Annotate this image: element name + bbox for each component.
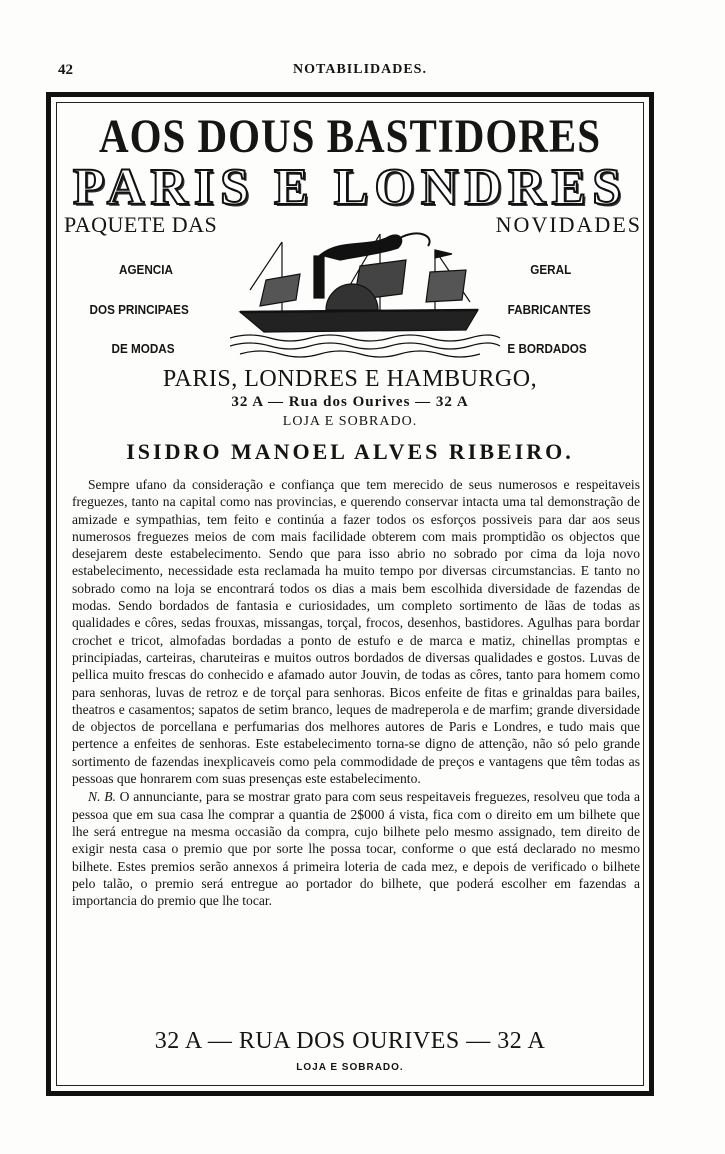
left-line-agencia: AGENCIA [118,262,173,277]
right-line-bordados: E BORDADOS [507,341,587,356]
left-line-modas: DE MODAS [111,341,175,356]
left-heading: PAQUETE DAS [64,212,218,237]
page-number: 42 [58,62,73,78]
right-line-geral: GERAL [530,262,572,277]
ad-cities: PARIS, LONDRES E HAMBURGO, [162,366,538,392]
ad-paragraph-1: Sempre ufano da consideração e confiança que tem merecido de seus numerosos e respeitaveis freguezes, tanto na capital como nas provincias, e querendo conservar intacta uma tal demonstração de amizade e sympathias, tem feito e continúa a fazer todos os esforços possiveis para dar aos seus numerosos freguezes meios de com mais facilidade obterem com mais promptidão os objectos que desejarem deste estabelecimento. Sendo que para isso abrio no sobrado por cima da loja novo estabelecimento, necessidade esta reclamada ha muito tempo por diversas circumstancias. E tanto no sobrado como na loja se encontrará todos os dias a mais bem escolhida diversidade de fazendas de modas. Sendo bordados de fantasia e curiosidades, um completo sortimento de lãas de todas as qualidades e côres, sedas frouxas, missangas, torçal, frocos, desenhos, bastidores. Agulhas para bordar crochet e tricot, almofadas bordadas a ponto de estufo e de marca e matiz, chinellas promptas e principiadas, carteiras, charuteiras e muitos outros bordados de diversas qualidades e gostos. Luvas de pellica muito frescas do conhecido e afamado autor Jouvin, de todas as côres, tanto para homem como para senhoras, luvas de retroz e de torçal para senhoras. Bicos enfeite de fitas e grinaldas para bailes, theatros e casamentos; sapatos de setim branco, leques de madreperola e de marfim; grande diversidade de objectos de porcellana e perfumarias dos melhores autores de Paris e Londres, e tudo mais que pertence a enfeites de senhoras. Este estabelecimento torna-se digno de attenção, não só pelo grande sortimento de fazendas inexplicaveis como pela commodidade de preços e vantagens que têm todas as pessoas que honrarem com suas presenças este estabelecimento. [72,477,640,787]
page-header [58,62,662,82]
running-head: NOTABILIDADES. [293,62,427,77]
nb-text: O annunciante, para se mostrar grato para com seus respeitaveis freguezes, resolveu que toda a pessoa que em sua casa lhe comprar a quantia de 2$000 á vista, fica com o direito em um bilhete que lhe será entregue na mesma occasião da compra, cujo bilhete pelo mesmo assignado, tem direito de exigir nesta casa o premio que por sorte lhe possa tocar, conforme o que está declarado no mesmo bilhete. Estes premios serão annexos á primeira loteria de cada mez, e depois de verificado o bilhete pelo talão, o premio será entregue ao portador do bilhete, que poderá escolher em fazendas a importancia do premio que lhe tocar. [72,789,640,909]
footer-shop: LOJA E SOBRADO. [296,1062,404,1073]
right-heading: NOVIDADES [495,212,642,237]
ad-title: AOS DOUS BASTIDORES [98,109,602,163]
ad-body [72,476,640,909]
ad-address: 32 A — Rua dos Ourives — 32 A [231,394,469,410]
footer-address: 32 A — RUA DOS OURIVES — 32 A [154,1028,546,1054]
right-line-fabricantes: FABRICANTES [507,302,591,317]
left-line-principaes: DOS PRINCIPAES [89,302,189,317]
steamship-illustration [230,220,500,360]
ad-owner: ISIDRO MANOEL ALVES RIBEIRO. [126,439,574,464]
ad-paragraph-2 [72,788,640,909]
nb-label: N. B. [88,789,116,805]
ad-outline-title: PARIS E LONDRES [72,159,628,216]
ad-shop: LOJA E SOBRADO. [282,414,418,429]
